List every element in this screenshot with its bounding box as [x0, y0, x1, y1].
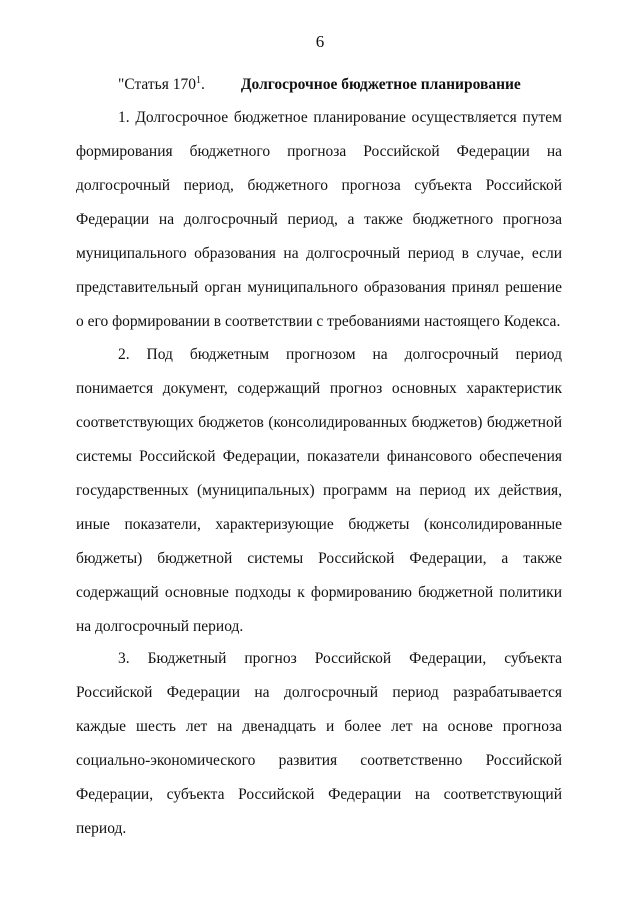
clause-3: 3. Бюджетный прогноз Российской Федерации, субъекта Российской Федерации на долгосрочный период разрабатывается каждые шесть лет на двенадцать и более лет на основе прогноза социально-экономического развития соответственно Российской Федерации, субъекта Российской Федерации на соответствующий период. — [76, 650, 562, 837]
clause-1: 1. Долгосрочное бюджетное планирование осуществляется путем формирования бюджетного прогноза Российской Федерации на долгосрочный период, бюджетного прогноза субъекта Российской Федерации на долгосрочный период, а также бюджетного прогноза муниципального образования на долгосрочный период в случае, если представительный орган муниципального образования принял решение о его формировании в соответствии с требованиями настоящего Кодекса. — [76, 109, 562, 330]
article-label: "Статья $170^1$. — [118, 75, 205, 93]
article-title: Долгосрочное бюджетное планирование — [240, 76, 521, 93]
article-superscript: 1 — [196, 75, 201, 86]
page-number: 6 — [315, 32, 325, 51]
clause-2: 2. Под бюджетным прогнозом на долгосрочный период понимается документ, содержащий прогноз основных характеристик соответствующих бюджетов (консолидированных бюджетов) бюджетной системы Российской Федерации, показатели финансового обеспечения государственных (муниципальных) программ на период их действия, иные показатели, характеризующие бюджеты (консолидированные бюджеты) бюджетной системы Российской Федерации, а также содержащий основные подходы к формированию бюджетной политики на долгосрочный период. — [76, 346, 562, 635]
article-heading — [118, 70, 568, 96]
